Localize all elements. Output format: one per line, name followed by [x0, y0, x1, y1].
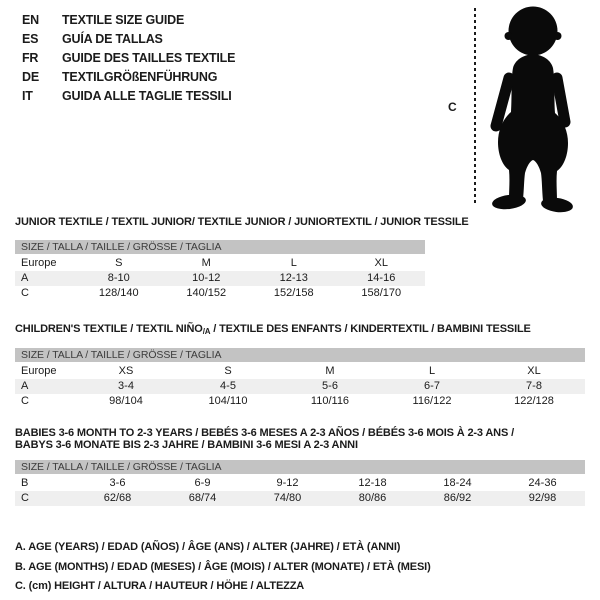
- language-row-fr: [22, 49, 235, 68]
- language-code: EN: [22, 13, 39, 27]
- section-babies-textile: [15, 427, 585, 506]
- table-cell: XL: [527, 365, 541, 377]
- language-row-de: [22, 68, 235, 87]
- table-cell: 12-13: [279, 272, 308, 284]
- section-title: [15, 427, 585, 451]
- language-row-it: [22, 87, 235, 106]
- language-label: GUÍA DE TALLAS: [62, 32, 163, 46]
- table-cell: L: [428, 365, 436, 377]
- legend-notes: [15, 538, 431, 597]
- table-cell: 74/80: [273, 492, 302, 504]
- language-list: [22, 11, 235, 106]
- table-cell: 158/170: [361, 287, 402, 299]
- row-label: A: [21, 380, 29, 392]
- language-row-en: [22, 11, 235, 30]
- size-header-bar: SIZE / TALLA / TAILLE / GRÖSSE / TAGLIA: [15, 240, 425, 254]
- table-cell: 128/140: [98, 287, 139, 299]
- section-junior-textile: [15, 216, 469, 301]
- table-cell: 6-7: [424, 380, 440, 392]
- note-a-age-years: A. AGE (YEARS) / EDAD (AÑOS) / ÂGE (ANS) / ALTER (JAHRE) / ETÀ (ANNI): [15, 541, 401, 553]
- table-cell: 3-6: [109, 477, 126, 489]
- table-cell: 116/122: [412, 395, 452, 407]
- title-text: / TEXTILE DES ENFANTS / KINDERTEXTIL / BAMBINI TESSILE: [210, 323, 531, 335]
- language-row-es: [22, 30, 235, 49]
- language-code: ES: [22, 32, 39, 46]
- table-cell: 6-9: [194, 477, 211, 489]
- height-measure-label: C: [448, 100, 457, 114]
- babies-size-table: [15, 476, 585, 506]
- section-childrens-textile: [15, 323, 585, 409]
- table-cell: S: [115, 257, 123, 269]
- height-dashed-line: [474, 8, 476, 206]
- table-row: [15, 364, 585, 379]
- table-cell: 12-18: [358, 477, 387, 489]
- title-text: CHILDREN'S TEXTILE / TEXTIL NIÑO: [15, 323, 203, 335]
- table-cell: L: [290, 257, 297, 269]
- table-row: [15, 476, 585, 491]
- row-label: C: [21, 492, 29, 504]
- table-cell: 68/74: [188, 492, 217, 504]
- language-label: GUIDE DES TAILLES TEXTILE: [62, 51, 236, 65]
- row-label: Europe: [21, 365, 57, 377]
- note-b-age-months: B. AGE (MONTHS) / EDAD (MESES) / ÂGE (MOIS) / ALTER (MONATE) / ETÀ (MESI): [15, 560, 431, 573]
- section-title: [15, 323, 585, 336]
- table-cell: 104/110: [208, 395, 248, 407]
- table-row: [15, 394, 585, 409]
- table-cell: 140/152: [186, 287, 227, 299]
- table-cell: XS: [118, 365, 134, 377]
- table-cell: 110/116: [310, 395, 350, 407]
- table-cell: XL: [374, 257, 388, 269]
- table-row: [15, 256, 425, 271]
- table-cell: 18-24: [443, 477, 472, 489]
- table-cell: 7-8: [526, 380, 542, 392]
- table-cell: M: [325, 365, 335, 377]
- table-cell: 86/92: [443, 492, 472, 504]
- table-cell: 5-6: [322, 380, 338, 392]
- table-cell: 98/104: [109, 395, 143, 407]
- table-row: [15, 271, 425, 286]
- size-header-bar: SIZE / TALLA / TAILLE / GRÖSSE / TAGLIA: [15, 348, 585, 362]
- language-code: DE: [22, 70, 39, 84]
- children-size-table: [15, 364, 585, 409]
- language-code: FR: [22, 51, 39, 65]
- table-cell: 8-10: [107, 272, 130, 284]
- title-line-2: BABYS 3-6 MONATE BIS 2-3 JAHRE / BAMBINI 3-6 MESI A 2-3 ANNI: [15, 439, 358, 451]
- section-title: JUNIOR TEXTILE / TEXTIL JUNIOR/ TEXTILE JUNIOR / JUNIORTEXTIL / JUNIOR TESSILE: [15, 216, 469, 228]
- table-cell: 9-12: [276, 477, 299, 489]
- row-label: Europe: [21, 257, 57, 269]
- table-row: [15, 379, 585, 394]
- table-cell: M: [201, 257, 211, 269]
- language-code: IT: [22, 89, 33, 103]
- title-line-1: BABIES 3-6 MONTH TO 2-3 YEARS / BEBÉS 3-6 MESES A 2-3 AÑOS / BÉBÉS 3-6 MOIS À 2-3 ANS /: [15, 427, 514, 439]
- table-cell: 152/158: [273, 287, 314, 299]
- table-cell: 3-4: [118, 380, 134, 392]
- title-subscript: /A: [202, 327, 211, 336]
- row-label: A: [21, 272, 29, 284]
- table-cell: 62/68: [103, 492, 132, 504]
- table-cell: 80/86: [358, 492, 387, 504]
- table-cell: 10-12: [192, 272, 221, 284]
- size-header-bar: SIZE / TALLA / TAILLE / GRÖSSE / TAGLIA: [15, 460, 585, 474]
- table-cell: 14-16: [367, 272, 396, 284]
- table-cell: 122/128: [514, 395, 554, 407]
- language-label: GUIDA ALLE TAGLIE TESSILI: [62, 89, 232, 103]
- table-row: [15, 491, 585, 506]
- table-row: [15, 286, 425, 301]
- table-cell: 4-5: [220, 380, 236, 392]
- baby-silhouette-icon: [488, 2, 578, 214]
- language-label: TEXTILGRÖßENFÜHRUNG: [62, 70, 218, 84]
- note-c-height-cm: C. (cm) HEIGHT / ALTURA / HAUTEUR / HÖHE / ALTEZZA: [15, 580, 305, 592]
- table-cell: S: [224, 365, 232, 377]
- table-cell: 92/98: [528, 492, 557, 504]
- language-label: TEXTILE SIZE GUIDE: [62, 13, 185, 27]
- table-cell: 24-36: [528, 477, 557, 489]
- row-label: C: [21, 395, 29, 407]
- row-label: B: [21, 477, 29, 489]
- row-label: C: [21, 287, 29, 299]
- junior-size-table: [15, 256, 425, 301]
